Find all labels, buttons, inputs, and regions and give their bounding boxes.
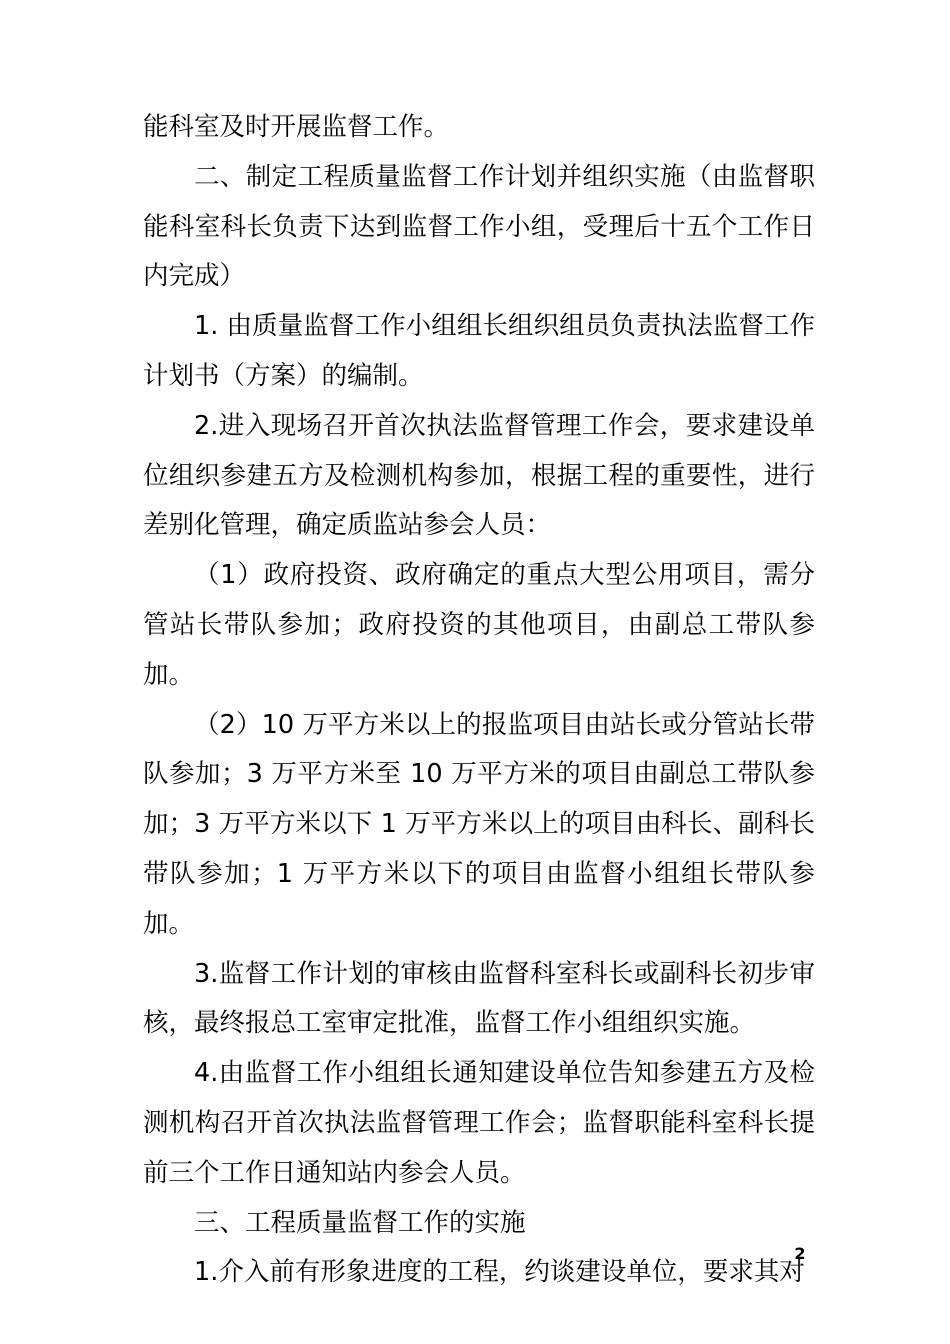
paragraph: 3.监督工作计划的审核由监督科室科长或副科长初步审核，最终报总工室审定批准，监督工作小组组织实施。 bbox=[143, 958, 815, 1039]
paragraph: 2.进入现场召开首次执法监督管理工作会，要求建设单位组织参建五方及检测机构参加，根据工程的重要性，进行差别化管理，确定质监站参会人员： bbox=[143, 410, 815, 541]
paragraph: 4.由监督工作小组组长通知建设单位告知参建五方及检测机构召开首次执法监督管理工作会；监督职能科室科长提前三个工作日通知站内参会人员。 bbox=[143, 1058, 815, 1188]
document-body bbox=[143, 103, 815, 1298]
paragraph: 1. 由质量监督工作小组组长组织组员负责执法监督工作计划书（方案）的编制。 bbox=[143, 311, 815, 391]
page-number: 2 bbox=[794, 1244, 806, 1263]
paragraph: 1.介入前有形象进度的工程，约谈建设单位，要求其对 bbox=[194, 1257, 805, 1288]
paragraph: （2）10 万平方米以上的报监项目由站长或分管站长带队参加；3 万平方米至 10 万平方米的项目由副总工带队参加；3 万平方米以下 1 万平方米以上的项目由科长、副科长带队参加；1 万平方米以下的项目由监督小组组长带队参加。 bbox=[143, 709, 815, 939]
paragraph: （1）政府投资、政府确定的重点大型公用项目，需分管站长带队参加；政府投资的其他项目，由副总工带队参加。 bbox=[143, 560, 815, 690]
paragraph: 能科室及时开展监督工作。 bbox=[143, 112, 450, 142]
section-heading: 二、制定工程质量监督工作计划并组织实施（由监督职能科室科长负责下达到监督工作小组，受理后十五个工作日内完成） bbox=[143, 161, 815, 292]
section-heading: 三、工程质量监督工作的实施 bbox=[194, 1207, 526, 1238]
